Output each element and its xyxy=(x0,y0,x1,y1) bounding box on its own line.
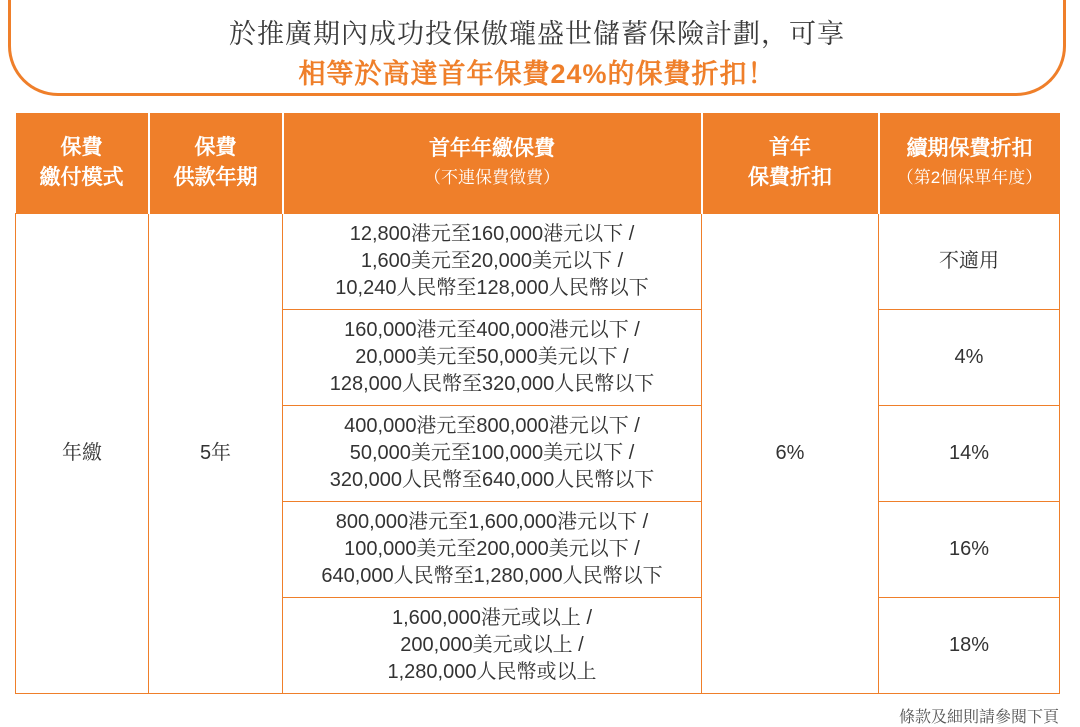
premium-range-cell xyxy=(283,502,702,598)
premium-range-cell xyxy=(283,214,702,310)
premium-range-line: 200,000美元或以上 / xyxy=(400,634,584,656)
premium-range-cell xyxy=(283,310,702,406)
table-header-row xyxy=(16,113,1060,214)
premium-range-line: 100,000美元至200,000美元以下 / xyxy=(344,538,640,560)
premium-range-line: 12,800港元至160,000港元以下 / xyxy=(349,223,635,245)
payment-mode-cell: 年繳 xyxy=(16,214,149,694)
renewal-discount-cell: 14% xyxy=(879,406,1060,502)
header-label: 保費 xyxy=(194,136,237,159)
premium-range-line: 10,240人民幣至128,000人民幣以下 xyxy=(335,277,649,299)
header-label: 繳付模式 xyxy=(39,166,124,189)
discount-table xyxy=(15,113,1060,694)
terms-footnote: 條款及細則請參閱下頁 xyxy=(898,709,1059,726)
promo-banner xyxy=(8,0,1066,96)
header-label: 供款年期 xyxy=(173,166,258,189)
header-label: 續期保費折扣 xyxy=(906,137,1033,160)
premium-range-line: 128,000人民幣至320,000人民幣以下 xyxy=(329,373,655,395)
premium-range-cell xyxy=(283,406,702,502)
header-label: 保費折扣 xyxy=(748,166,832,189)
premium-range-line: 20,000美元至50,000美元以下 / xyxy=(355,346,629,368)
premium-range-line: 800,000港元至1,600,000港元以下 / xyxy=(335,511,649,533)
header-label: 保費 xyxy=(60,136,103,159)
renewal-discount-cell: 18% xyxy=(879,598,1060,694)
premium-range-line: 320,000人民幣至640,000人民幣以下 xyxy=(329,469,655,491)
banner-highlight: 相等於高達首年保費24%的保費折扣！ xyxy=(298,59,776,89)
header-sublabel: （第2個保單年度） xyxy=(896,168,1043,187)
table-row xyxy=(16,214,1060,310)
header-payment-mode xyxy=(16,113,149,214)
header-renewal-discount xyxy=(879,113,1060,214)
header-label: 首年 xyxy=(769,136,811,159)
payment-term-cell: 5年 xyxy=(149,214,283,694)
header-sublabel: （不連保費徵費） xyxy=(424,168,560,187)
header-first-year-discount xyxy=(702,113,879,214)
premium-range-line: 1,600美元至20,000美元以下 / xyxy=(360,250,624,272)
premium-range-line: 1,600,000港元或以上 / xyxy=(391,607,593,629)
premium-range-line: 160,000港元至400,000港元以下 / xyxy=(344,319,640,341)
premium-range-line: 1,280,000人民幣或以上 xyxy=(387,661,597,683)
header-label: 首年年繳保費 xyxy=(429,137,555,160)
premium-range-line: 400,000港元至800,000港元以下 / xyxy=(344,415,640,437)
renewal-discount-cell: 4% xyxy=(879,310,1060,406)
header-payment-term xyxy=(149,113,283,214)
premium-range-cell xyxy=(283,598,702,694)
first-year-discount-cell: 6% xyxy=(702,214,879,694)
renewal-discount-cell: 16% xyxy=(879,502,1060,598)
banner-headline: 於推廣期內成功投保傲瓏盛世儲蓄保險計劃，可享 xyxy=(229,19,845,49)
premium-range-line: 640,000人民幣至1,280,000人民幣以下 xyxy=(321,565,663,587)
header-first-year-premium xyxy=(283,113,702,214)
renewal-discount-cell: 不適用 xyxy=(879,214,1060,310)
premium-range-line: 50,000美元至100,000美元以下 / xyxy=(349,442,635,464)
